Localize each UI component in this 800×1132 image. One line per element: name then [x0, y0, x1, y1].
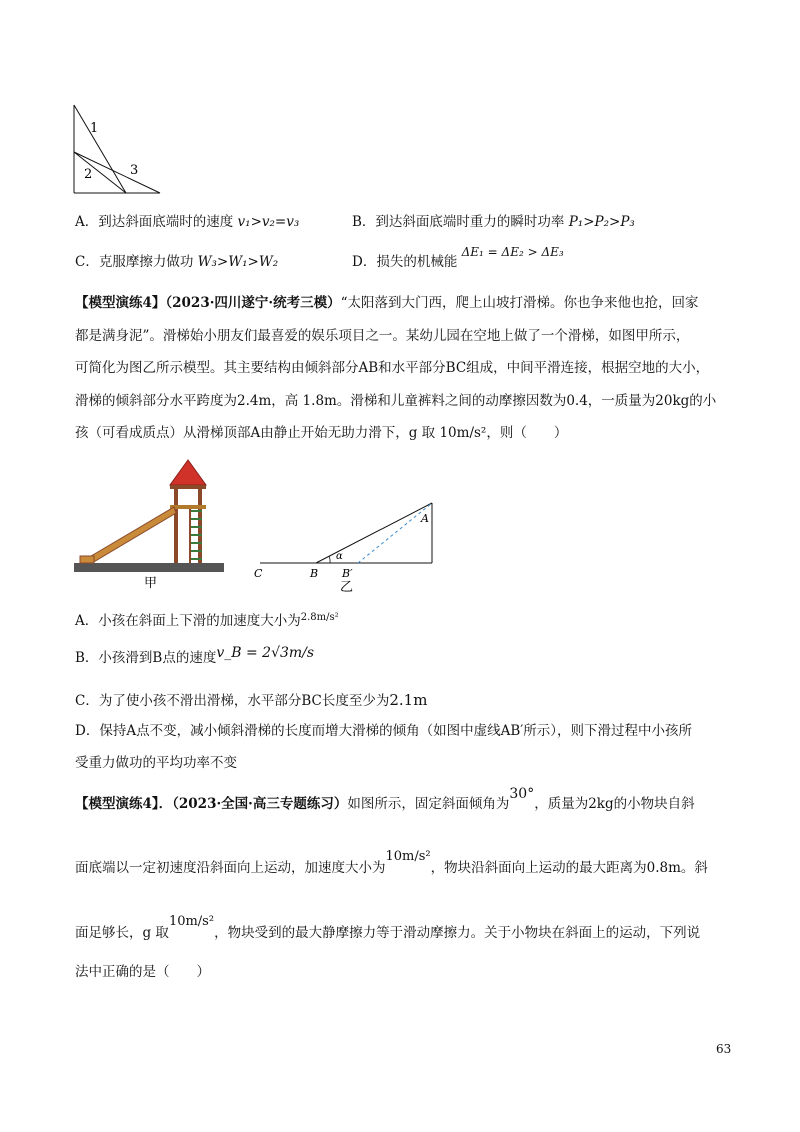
q3-line-1-text-a: 如图所示，固定斜面倾角为 [347, 796, 510, 812]
q2-line-2: 都是满身泥”。滑梯始小朋友们最喜爱的娱乐项目之一。某幼儿园在空地上做了一个滑梯，如图甲所示， [75, 328, 690, 344]
q1-option-a-text: A．到达斜面底端时的速度 [75, 214, 238, 230]
q2-option-c-text: C．为了使小孩不滑出滑梯，水平部分BC长度至少为 [75, 693, 390, 709]
q3-line-2-text-a: 面底端以一定初速度沿斜面向上运动，加速度大小为 [75, 860, 386, 876]
incline-label-3: 3 [130, 163, 139, 178]
q1-option-b [352, 212, 635, 232]
q3-line-3-text-b: ，物块受到的最大静摩擦力等于滑动摩擦力。关于小物块在斜面上的运动，下列说 [214, 925, 701, 941]
q1-option-c-text: C．克服摩擦力做功 [75, 254, 198, 270]
q2-option-c [75, 690, 427, 711]
q3-acceleration: 10m/s² [385, 849, 431, 864]
q3-line-4: 法中正确的是（ ） [75, 964, 210, 980]
diagram-label-alpha: α [336, 551, 343, 562]
q2-option-b-value: v_B = 2√3m/s [216, 645, 315, 661]
q3-line-2 [75, 849, 708, 879]
q3-line-2-text-b: ，物块沿斜面向上运动的最大距离为0.8m。斜 [430, 860, 708, 876]
figure-label-jia: 甲 [144, 576, 158, 591]
q2-option-a-value: 2.8m/s² [300, 612, 339, 623]
q2-line-1-text: “太阳落到大门西，爬上山坡打滑梯。你也争来他也抢，回家 [340, 295, 699, 311]
q2-option-d-line-1: D．保持A点不变，减小倾斜滑梯的长度而增大滑梯的倾角（如图中虚线AB′所示），则下滑过程中小孩所 [75, 723, 693, 739]
q1-option-a-expr: v₁>v₂=v₃ [237, 214, 300, 230]
q3-line-3-text-a: 面足够长，g 取 [75, 925, 169, 941]
diagram-label-b: B [310, 567, 319, 580]
q3-angle: 30° [509, 786, 535, 802]
q3-line-3 [75, 914, 701, 944]
diagram-label-c: C [254, 567, 263, 580]
figure-label-yi: 乙 [340, 580, 354, 595]
q2-line-3: 可简化为图乙所示模型。其主要结构由倾斜部分AB和水平部分BC组成，中间平滑连接，根据空地的大小， [75, 360, 710, 376]
q1-option-d-text: D．损失的机械能 [352, 254, 462, 270]
q3-line-1 [75, 786, 695, 814]
incline-figure-1 [60, 100, 170, 200]
q2-option-b [75, 645, 315, 668]
q2-line-4: 滑梯的倾斜部分水平跨度为2.4m，高 1.8m。滑梯和儿童裤料之间的动摩擦因数为0.4，一质量为20kg的小 [75, 393, 717, 409]
slide-model-diagram [250, 495, 440, 595]
q1-option-d [352, 245, 564, 272]
page-number: 63 [716, 1042, 732, 1056]
q2-option-a [75, 611, 339, 633]
q2-line-5: 孩（可看成质点）从滑梯顶部A由静止开始无助力滑下，g 取 10m/s²，则（ ） [75, 425, 568, 441]
q2-option-d-line-2: 受重力做功的平均功率不变 [75, 755, 237, 771]
q2-option-c-value: 2.1m [389, 691, 428, 709]
slide-illustration [70, 455, 230, 595]
q1-option-d-expr: ΔE₁ = ΔE₂ > ΔE₃ [461, 245, 564, 259]
q1-option-b-text: B．到达斜面底端时重力的瞬时功率 [352, 214, 569, 230]
q3-line-1-text-b: ，质量为2kg的小物块自斜 [534, 796, 695, 812]
q2-option-b-text: B．小孩滑到B点的速度 [75, 650, 217, 666]
q2-line-1 [75, 293, 699, 313]
diagram-label-b-prime: B′ [342, 567, 353, 580]
q2-title: 【模型演练4】（2023·四川遂宁·统考三模） [75, 295, 341, 311]
diagram-label-a: A [421, 512, 429, 525]
incline-label-1: 1 [90, 121, 99, 136]
q1-option-c [75, 252, 278, 272]
incline-label-2: 2 [84, 167, 93, 182]
q3-gravity: 10m/s² [168, 914, 215, 929]
q3-title: 【模型演练4】．（2023·全国·高三专题练习） [75, 796, 348, 812]
q2-option-a-text: A．小孩在斜面上下滑的加速度大小为 [75, 613, 301, 629]
q1-option-a [75, 212, 299, 232]
q1-option-b-expr: P₁>P₂>P₃ [568, 214, 635, 230]
q1-option-c-expr: W₃>W₁>W₂ [197, 254, 279, 270]
